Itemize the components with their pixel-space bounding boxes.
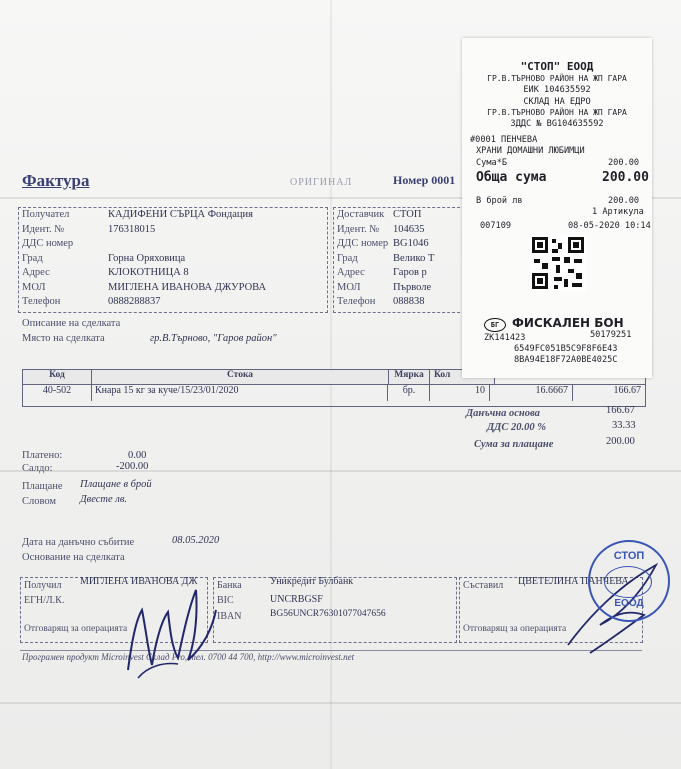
recipient-label: Получател — [22, 209, 70, 220]
recipient-label: Телефон — [22, 296, 61, 307]
receipt-total-value: 200.00 — [602, 170, 649, 185]
original-mark: ОРИГИНАЛ — [290, 177, 353, 188]
row-total: 166.67 — [613, 385, 641, 396]
recipient-label: МОЛ — [22, 281, 46, 293]
recipient-label: Идент. № — [22, 223, 65, 235]
recipient-label: Адрес — [22, 267, 50, 278]
receipt-datetime: 08-05-2020 10:14 — [568, 221, 651, 231]
receipt-vat: ЗДДС № BG104635592 — [510, 119, 604, 129]
recipient-value: КАДИФЕНИ СЪРЦА Фондация — [108, 209, 253, 220]
supplier-label: Телефон — [337, 296, 376, 307]
receipt-eik: ЕИК 104635592 — [523, 85, 591, 95]
payment-method-label: Плащане — [22, 481, 63, 492]
sum-label: Сума за плащане — [474, 439, 554, 450]
iban-value: BG56UNCR76301077047656 — [270, 609, 386, 619]
bank-label: Банка — [217, 580, 242, 591]
row-code: 40-502 — [23, 385, 92, 401]
fiscal-receipt — [462, 38, 652, 378]
payment-method-value: Плащане в брой — [80, 479, 152, 490]
tax-event-date-label: Дата на данъчно събитие — [22, 537, 135, 548]
receipt-hash-2: 8BA94E18F72A0BE4025C — [514, 355, 618, 365]
paid-value: 0.00 — [128, 450, 147, 461]
row-unit: бр. — [389, 385, 430, 401]
supplier-label: Доставчик — [337, 209, 385, 220]
row-item: Кнара 15 кг за куче/15/23/01/2020 — [92, 385, 388, 401]
receipt-subtotal-label: Сума*Б — [476, 158, 508, 168]
receipt-subtotal-value: 200.00 — [608, 158, 640, 168]
program-footer: Програмен продукт Microinvest Склад Pro, тел. 0700 44 700, http://www.microinvest.net — [22, 652, 355, 662]
recipient-value: КЛОКОТНИЦА 8 — [108, 267, 189, 278]
receipt-cash-value: 200.00 — [608, 196, 640, 206]
bank-value: Уникредит Булбанк — [270, 576, 354, 587]
receipt-qr-code — [530, 235, 586, 291]
composed-name: ЦВЕТЕЛИНА ПАНЧЕВА — [518, 576, 629, 587]
words-label: Словом — [22, 496, 57, 507]
recipient-label: ДДС номер — [22, 238, 74, 249]
supplier-label: ДДС номер — [337, 238, 389, 249]
vat-label: ДДС 20.00 % — [487, 422, 546, 433]
supplier-label: Идент. № — [337, 223, 380, 235]
col-unit: Мярка — [389, 370, 430, 384]
deal-place-label: Място на сделката — [22, 333, 105, 344]
paper-fold — [0, 470, 681, 472]
company-stamp — [588, 540, 670, 622]
receipt-device: ZK141423 — [484, 333, 526, 343]
supplier-label: Адрес — [337, 267, 365, 278]
iban-label: IBAN — [217, 611, 242, 622]
supplier-value: СТОП — [393, 209, 422, 220]
footer-divider — [20, 650, 642, 651]
balance-label: Салдо: — [22, 463, 53, 474]
invoice-title: Фактура — [22, 171, 90, 190]
receipt-category: ХРАНИ ДОМАШНИ ЛЮБИМЦИ — [476, 146, 585, 156]
vat-value: 33.33 — [612, 420, 636, 431]
deal-description-label: Описание на сделката — [22, 318, 121, 329]
col-item: Стока — [92, 370, 389, 384]
supplier-value: 104635 — [393, 223, 425, 235]
egn-label: ЕГН/Л.К. — [24, 595, 65, 606]
stamp-inner-ring — [604, 566, 652, 598]
responsible-label-2: Отговарящ за операцията — [463, 624, 567, 634]
supplier-value: 088838 — [393, 296, 425, 307]
stamp-text-bottom: ЕООД — [614, 598, 644, 609]
responsible-label: Отговарящ за операцията — [24, 624, 128, 634]
supplier-value: Велико Т — [393, 252, 435, 264]
invoice-number: Номер 0001 — [393, 173, 456, 187]
receipt-hash-1: 6549FC051B5C9F8F6E43 — [514, 344, 618, 354]
receipt-bg-mark: БГ — [484, 318, 506, 332]
col-qty: Кол — [430, 370, 495, 384]
words-value: Двесте лв. — [80, 494, 128, 505]
tax-base-label: Данъчна основа — [466, 408, 540, 419]
composed-label: Съставил — [463, 580, 504, 591]
row-price: 16.6667 — [491, 385, 573, 401]
supplier-label: Град — [337, 252, 358, 264]
receipt-fm: 50179251 — [590, 330, 632, 340]
received-name: МИГЛЕНА ИВАНОВА ДЖ — [80, 576, 198, 587]
paper-fold — [0, 702, 681, 704]
receipt-address-1: ГР.В.ТЪРНОВО РАЙОН НА ЖП ГАРА — [487, 74, 627, 83]
recipient-value: 0888288837 — [108, 296, 161, 307]
recipient-value: МИГЛЕНА ИВАНОВА ДЖУРОВА — [108, 281, 267, 293]
deal-basis-label: Основание на сделката — [22, 552, 125, 563]
recipient-label: Град — [22, 252, 43, 264]
paid-label: Платено: — [22, 450, 63, 461]
bic-label: BIC — [217, 595, 234, 606]
receipt-company: "СТОП" ЕООД — [520, 60, 594, 73]
balance-value: -200.00 — [116, 461, 149, 472]
stamp-text-top: СТОП — [613, 550, 645, 562]
received-label: Получил — [24, 580, 62, 591]
receipt-total-label: Обща сума — [476, 170, 547, 185]
col-code: Код — [23, 370, 92, 384]
recipient-value: 176318015 — [108, 223, 156, 235]
receipt-number: 007109 — [480, 221, 512, 231]
deal-place-value: гр.В.Търново, "Гаров район" — [150, 333, 277, 344]
supplier-value: Гаров р — [393, 267, 427, 278]
tax-base-value: 166.67 — [606, 405, 635, 416]
bic-value: UNCRBGSF — [270, 594, 323, 605]
supplier-value: Първоле — [393, 281, 432, 293]
receipt-fiscal-label: ФИСКАЛЕН БОН — [512, 316, 624, 330]
recipient-value: Горна Оряховица — [108, 252, 186, 264]
row-qty: 10 — [430, 385, 490, 401]
receipt-items-count: 1 Артикула — [592, 207, 644, 217]
recipient-signature — [118, 570, 228, 685]
tax-event-date-value: 08.05.2020 — [172, 535, 220, 546]
receipt-store: СКЛАД НА ЕДРО — [523, 97, 591, 107]
receipt-operator: #0001 ПЕНЧЕВА — [470, 135, 538, 145]
receipt-cash-label: В брой лв — [476, 196, 523, 206]
receipt-address-2: ГР.В.ТЪРНОВО РАЙОН НА ЖП ГАРА — [487, 108, 627, 117]
sum-value: 200.00 — [606, 436, 635, 447]
supplier-label: МОЛ — [337, 281, 361, 293]
supplier-value: BG1046 — [393, 238, 429, 249]
